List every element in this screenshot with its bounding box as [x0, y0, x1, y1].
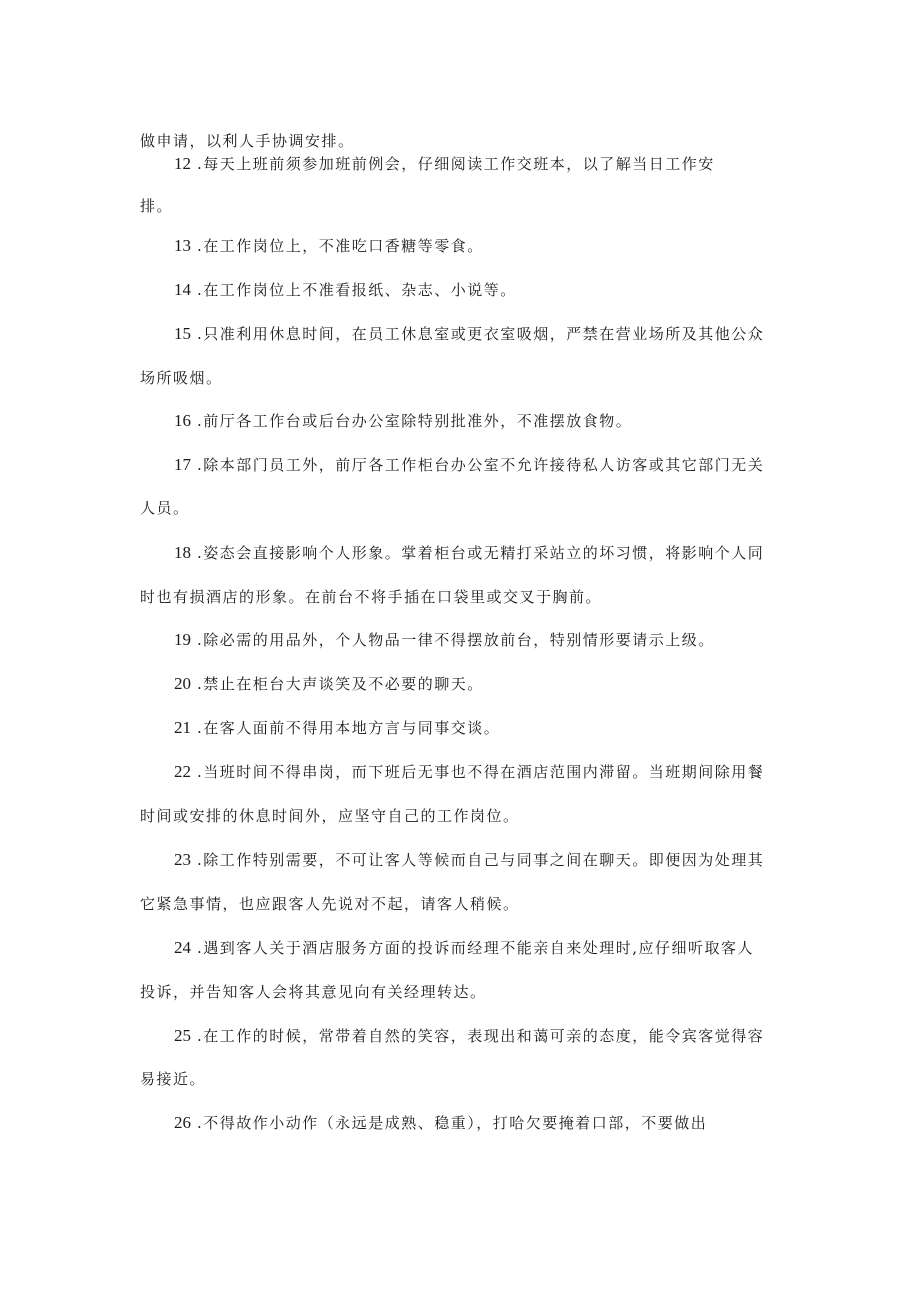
item-text: .在工作的时候，常带着自然的笑容，表现出和蔼可亲的态度，能令宾客觉得容	[197, 1027, 765, 1045]
list-item	[174, 411, 632, 431]
list-item	[174, 718, 500, 738]
text-line	[140, 587, 602, 607]
text-line	[140, 982, 487, 1002]
item-text: .除工作特别需要，不可让客人等候而自己与同事之间在聊天。即便因为处理其	[197, 851, 765, 869]
text-line	[140, 498, 190, 518]
item-text: .禁止在柜台大声谈笑及不必要的聊天。	[197, 675, 484, 693]
item-number: 25	[174, 1026, 191, 1045]
list-item	[174, 236, 484, 256]
text-line	[140, 1069, 206, 1089]
item-number: 13	[174, 236, 191, 255]
item-text: .遇到客人关于酒店服务方面的投诉而经理不能亲自来处理时,应仔细听取客人	[197, 939, 755, 957]
list-item	[174, 324, 764, 344]
item-text: .姿态会直接影响个人形象。掌着柜台或无精打采站立的坏习惯，将影响个人同	[197, 544, 765, 562]
item-text: .每天上班前须参加班前例会，仔细阅读工作交班本，以了解当日工作安	[197, 155, 715, 173]
line-text: 投诉，并告知客人会将其意见向有关经理转达。	[140, 983, 487, 1001]
item-number: 22	[174, 762, 191, 781]
list-item	[174, 630, 715, 650]
line-text: 时也有损酒店的形象。在前台不将手插在口袋里或交叉于胸前。	[140, 588, 603, 606]
list-item	[174, 938, 754, 958]
line-text: 做申请，以利人手协调安排。	[140, 132, 355, 150]
list-item	[174, 850, 764, 870]
line-text: 它紧急事情，也应跟客人先说对不起，请客人稍候。	[140, 895, 520, 913]
list-item	[174, 455, 764, 475]
item-number: 18	[174, 543, 191, 562]
item-text: .在工作岗位上，不准吃口香糖等零食。	[197, 237, 484, 255]
item-text: .除本部门员工外，前厅各工作柜台办公室不允许接待私人访客或其它部门无关	[197, 456, 765, 474]
item-number: 17	[174, 455, 191, 474]
item-number: 19	[174, 630, 191, 649]
item-number: 20	[174, 674, 191, 693]
item-number: 24	[174, 938, 191, 957]
list-item	[174, 154, 715, 174]
list-item	[174, 1113, 707, 1133]
item-number: 23	[174, 850, 191, 869]
line-text: 时间或安排的休息时间外，应坚守自己的工作岗位。	[140, 807, 520, 825]
text-line	[140, 806, 520, 826]
item-number: 26	[174, 1113, 191, 1132]
item-text: .前厅各工作台或后台办公室除特别批准外，不准摆放食物。	[197, 412, 633, 430]
item-number: 21	[174, 718, 191, 737]
list-item	[174, 280, 517, 300]
text-line	[140, 131, 355, 151]
text-line	[140, 894, 520, 914]
list-item	[174, 543, 764, 563]
line-text: 场所吸烟。	[140, 369, 223, 387]
text-line	[140, 196, 173, 216]
list-item	[174, 674, 484, 694]
item-number: 15	[174, 324, 191, 343]
list-item	[174, 762, 764, 782]
item-text: .不得故作小动作（永远是成熟、稳重），打哈欠要掩着口部，不要做出	[197, 1114, 708, 1132]
item-text: .在客人面前不得用本地方言与同事交谈。	[197, 719, 501, 737]
item-text: .除必需的用品外，个人物品一律不得摆放前台，特别情形要请示上级。	[197, 631, 715, 649]
item-number: 12	[174, 154, 191, 173]
item-text: .在工作岗位上不准看报纸、杂志、小说等。	[197, 281, 517, 299]
item-number: 14	[174, 280, 191, 299]
line-text: 排。	[140, 197, 174, 215]
line-text: 易接近。	[140, 1070, 207, 1088]
item-number: 16	[174, 411, 191, 430]
text-line	[140, 368, 223, 388]
line-text: 人员。	[140, 499, 190, 517]
item-text: .当班时间不得串岗，而下班后无事也不得在酒店范围内滞留。当班期间除用餐	[197, 763, 765, 781]
item-text: .只准利用休息时间，在员工休息室或更衣室吸烟，严禁在营业场所及其他公众	[197, 325, 765, 343]
list-item	[174, 1026, 764, 1046]
